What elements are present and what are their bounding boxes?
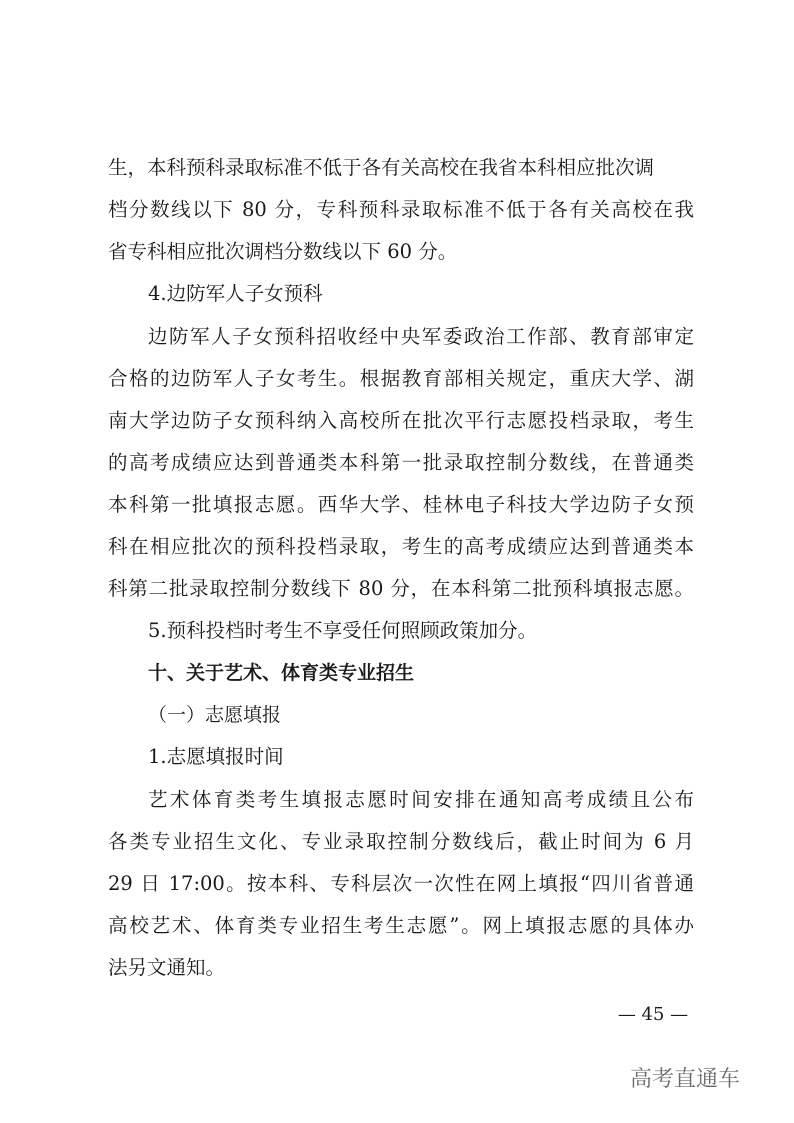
watermark-text: 高考直通车 bbox=[630, 1067, 741, 1092]
paragraph-line: 艺术体育类考生填报志愿时间安排在通知高考成绩且公布 bbox=[148, 788, 694, 811]
paragraph-line: 南大学边防子女预科纳入高校所在批次平行志愿投档录取，考生 bbox=[108, 409, 694, 432]
paragraph-line: 法另文通知。 bbox=[108, 956, 226, 979]
paragraph-line: 省专科相应批次调档分数线以下 60 分。 bbox=[108, 240, 458, 263]
section-heading: 十、关于艺术、体育类专业招生 bbox=[148, 662, 415, 684]
page-number: — 45 — bbox=[617, 1004, 689, 1025]
subsection-heading: （一）志愿填报 bbox=[148, 704, 282, 726]
paragraph-line: 本科第一批填报志愿。西华大学、桂林电子科技大学边防子女预 bbox=[108, 493, 694, 516]
paragraph-line: 科第二批录取控制分数线下 80 分，在本科第二批预科填报志愿。 bbox=[108, 577, 694, 600]
paragraph-line: 5.预科投档时考生不享受任何照顾政策加分。 bbox=[148, 619, 538, 642]
paragraph-line: 边防军人子女预科招收经中央军委政治工作部、教育部审定 bbox=[148, 325, 694, 348]
paragraph-line: 生，本科预科录取标准不低于各有关高校在我省本科相应批次调 bbox=[108, 156, 655, 179]
paragraph-line: 各类专业招生文化、专业录取控制分数线后，截止时间为 6 月 bbox=[108, 830, 694, 853]
paragraph-line: 的高考成绩应达到普通类本科第一批录取控制分数线，在普通类 bbox=[108, 451, 694, 474]
paragraph-line: 29 日 17:00。按本科、专科层次一次性在网上填报“四川省普通 bbox=[108, 872, 694, 895]
paragraph-line: 合格的边防军人子女考生。根据教育部相关规定，重庆大学、湖 bbox=[108, 367, 694, 390]
paragraph-line: 档分数线以下 80 分，专科预科录取标准不低于各有关高校在我 bbox=[108, 198, 694, 221]
section-subtitle: 4.边防军人子女预科 bbox=[148, 282, 323, 305]
section-subtitle: 1.志愿填报时间 bbox=[148, 745, 284, 768]
paragraph-line: 高校艺术、体育类专业招生考生志愿”。网上填报志愿的具体办 bbox=[108, 914, 694, 937]
paragraph-line: 科在相应批次的预科投档录取，考生的高考成绩应达到普通类本 bbox=[108, 535, 694, 558]
